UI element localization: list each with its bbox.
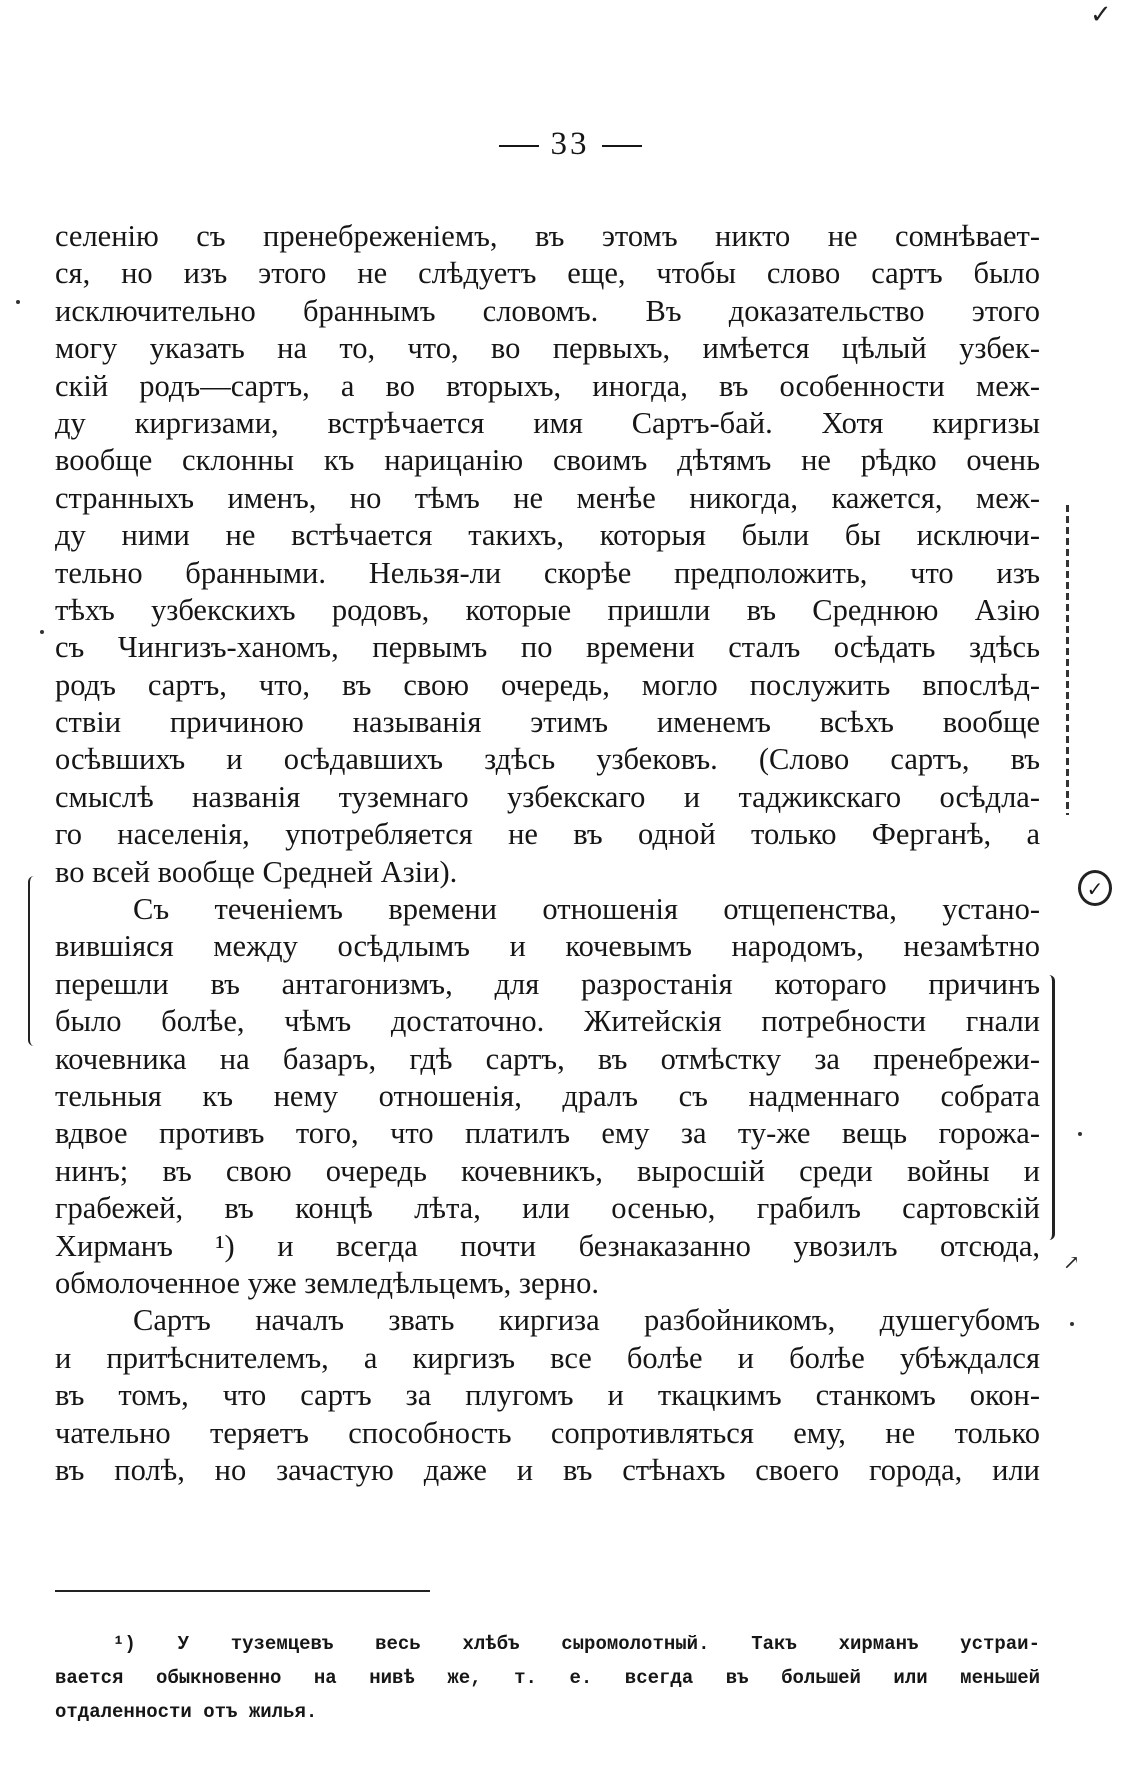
- footnote-line: отдаленности отъ жилья.: [55, 1701, 318, 1723]
- body-text: [55, 218, 1040, 1489]
- corner-pen-mark-icon: ✓: [1090, 0, 1112, 29]
- body-line: тѣхъ узбекскихъ родовъ, которые пришли въ Среднюю Азію: [55, 592, 1040, 627]
- right-margin-bracket: [1042, 975, 1055, 1240]
- body-line: вдвое противъ того, что платилъ ему за ту-же вещь горожа-: [55, 1116, 1040, 1151]
- speck: [1078, 1132, 1082, 1136]
- right-dash: [602, 145, 642, 147]
- body-line: чательно теряетъ способность сопротивляться ему, не только: [55, 1415, 1040, 1450]
- body-line: перешли въ антагонизмъ, для разростанія котораго причинъ: [55, 966, 1040, 1001]
- body-line: было болѣе, чѣмъ достаточно. Житейскія потребности гнали: [55, 1004, 1040, 1039]
- body-line: ду киргизами, встрѣчается имя Сартъ-бай. Хотя киргизы: [55, 405, 1040, 440]
- left-margin-bracket: [28, 876, 42, 1046]
- body-line: ду ними не встѣчается такихъ, которыя были бы исключи-: [55, 518, 1040, 553]
- body-line: ствіи причиною называнія этимъ именемъ всѣхъ вообще: [55, 705, 1040, 740]
- body-line: кочевника на базаръ, гдѣ сартъ, въ отмѣстку за пренебрежи-: [55, 1041, 1040, 1076]
- speck: [16, 300, 20, 304]
- body-line: тельно бранными. Нельзя-ли скорѣе предположить, что изъ: [55, 555, 1040, 590]
- body-line: вившіяся между осѣдлымъ и кочевымъ народомъ, незамѣтно: [55, 929, 1040, 964]
- body-line: ся, но изъ этого не слѣдуетъ еще, чтобы слово сартъ было: [55, 256, 1040, 291]
- body-line: го населенія, употребляется не въ одной только Ферганѣ, а: [55, 817, 1040, 852]
- body-line: нинъ; въ свою очередь кочевникъ, выросшій среди войны и: [55, 1153, 1040, 1188]
- paragraph-start-line: Съ теченіемъ времени отношенія отщепенства, устано-: [133, 892, 1040, 927]
- margin-dashed-line: [1066, 505, 1069, 815]
- body-line: странныхъ именъ, но тѣмъ не менѣе никогда, кажется, меж-: [55, 480, 1040, 515]
- body-line: съ Чингизъ-ханомъ, первымъ по времени сталъ осѣдать здѣсь: [55, 630, 1040, 665]
- body-line: во всей вообще Средней Азіи).: [55, 854, 458, 889]
- speck: [40, 630, 44, 634]
- footnote-line: вается обыкновенно на нивѣ же, т. е. всегда въ большей или меньшей: [55, 1667, 1040, 1689]
- body-line: грабежей, въ концѣ лѣта, или осенью, грабилъ сартовскій: [55, 1191, 1040, 1226]
- body-line: селенію съ пренебреженіемъ, въ этомъ никто не сомнѣвает-: [55, 219, 1040, 253]
- body-line: родъ сартъ, что, въ свою очередь, могло послужить впослѣд-: [55, 667, 1040, 702]
- body-line: тельныя къ нему отношенія, дралъ съ надменнаго собрата: [55, 1078, 1040, 1113]
- circled-margin-mark-icon: ✓: [1078, 870, 1112, 906]
- page-number: [0, 126, 1140, 163]
- footnote-rule: [55, 1590, 430, 1592]
- body-line: Хирманъ ¹) и всегда почти безнаказанно увозилъ отсюда,: [55, 1228, 1040, 1263]
- body-line: скій родъ—сартъ, а во вторыхъ, иногда, въ особенности меж-: [55, 368, 1040, 403]
- body-line: смыслѣ названія туземнаго узбекскаго и таджикскаго осѣдла-: [55, 779, 1040, 814]
- body-line: осѣвшихъ и осѣдавшихъ здѣсь узбековъ. (Слово сартъ, въ: [55, 742, 1040, 777]
- body-line: вообще склонны къ нарицанію своимъ дѣтямъ не рѣдко очень: [55, 443, 1040, 478]
- footnote-line: ¹) У туземцевъ весь хлѣбъ сыромолотный. Такъ хирманъ устраи-: [113, 1633, 1040, 1655]
- body-line: исключительно браннымъ словомъ. Въ доказательство этого: [55, 293, 1040, 328]
- body-line: въ полѣ, но зачастую даже и въ стѣнахъ своего города, или: [55, 1452, 1040, 1487]
- body-line: обмолоченное уже земледѣльцемъ, зерно.: [55, 1265, 599, 1300]
- speck: [1070, 1322, 1074, 1326]
- body-line: въ томъ, что сартъ за плугомъ и ткацкимъ станкомъ окон-: [55, 1378, 1040, 1413]
- body-line: и притѣснителемъ, а киргизъ все болѣе и болѣе убѣждался: [55, 1340, 1040, 1375]
- footnote: [55, 1627, 1040, 1729]
- body-line: могу указать на то, что, во первыхъ, имѣется цѣлый узбек-: [55, 331, 1040, 366]
- left-dash: [499, 145, 539, 147]
- paragraph-start-line: Сартъ началъ звать киргиза разбойникомъ, душегубомъ: [133, 1303, 1040, 1338]
- margin-tick-icon: ↗: [1063, 1252, 1080, 1274]
- page-number-text: 33: [550, 126, 590, 162]
